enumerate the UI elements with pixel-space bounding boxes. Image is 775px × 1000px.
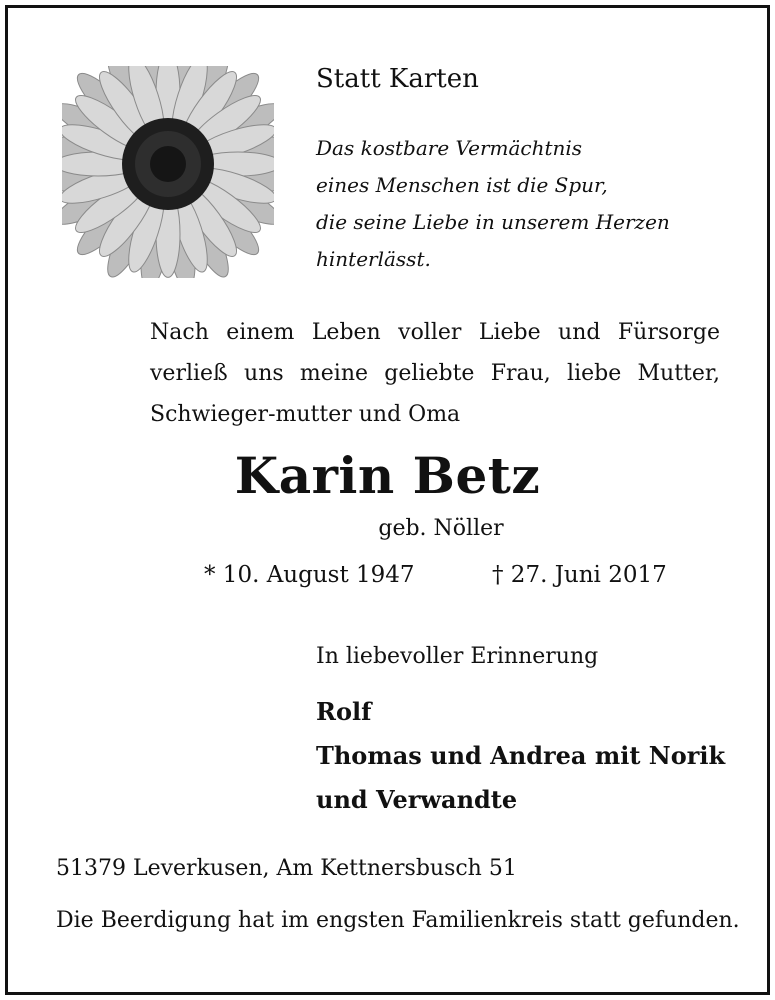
maiden-name: geb. Nöller [378, 516, 504, 541]
mourner: Thomas und Andrea mit Norik [316, 741, 726, 770]
poem-line: eines Menschen ist die Spur, [316, 173, 608, 197]
memory-line: In liebevoller Erinnerung [316, 644, 599, 669]
sunflower-icon [62, 66, 274, 278]
poem [316, 130, 670, 278]
deceased-name: Karin Betz [234, 446, 541, 505]
mourners-list [316, 690, 725, 822]
intro-text: Nach einem Leben voller Liebe und Fürsorge verließ uns meine geliebte Frau, liebe Mutter, Schwieger-mutter und Oma [150, 320, 720, 427]
poem-line: die seine Liebe in unserem Herzen [316, 210, 670, 234]
heading-statt-karten: Statt Karten [316, 64, 479, 94]
mourner: und Verwandte [316, 785, 518, 814]
death-date: † 27. Juni 2017 [492, 562, 667, 588]
birth-date: * 10. August 1947 [204, 562, 415, 588]
poem-line: hinterlässt. [316, 247, 431, 271]
address: 51379 Leverkusen, Am Kettnersbusch 51 [56, 856, 517, 881]
funeral-note: Die Beerdigung hat im engsten Familienkreis statt gefunden. [56, 908, 740, 933]
mourner: Rolf [316, 697, 372, 726]
poem-line: Das kostbare Vermächtnis [316, 136, 583, 160]
